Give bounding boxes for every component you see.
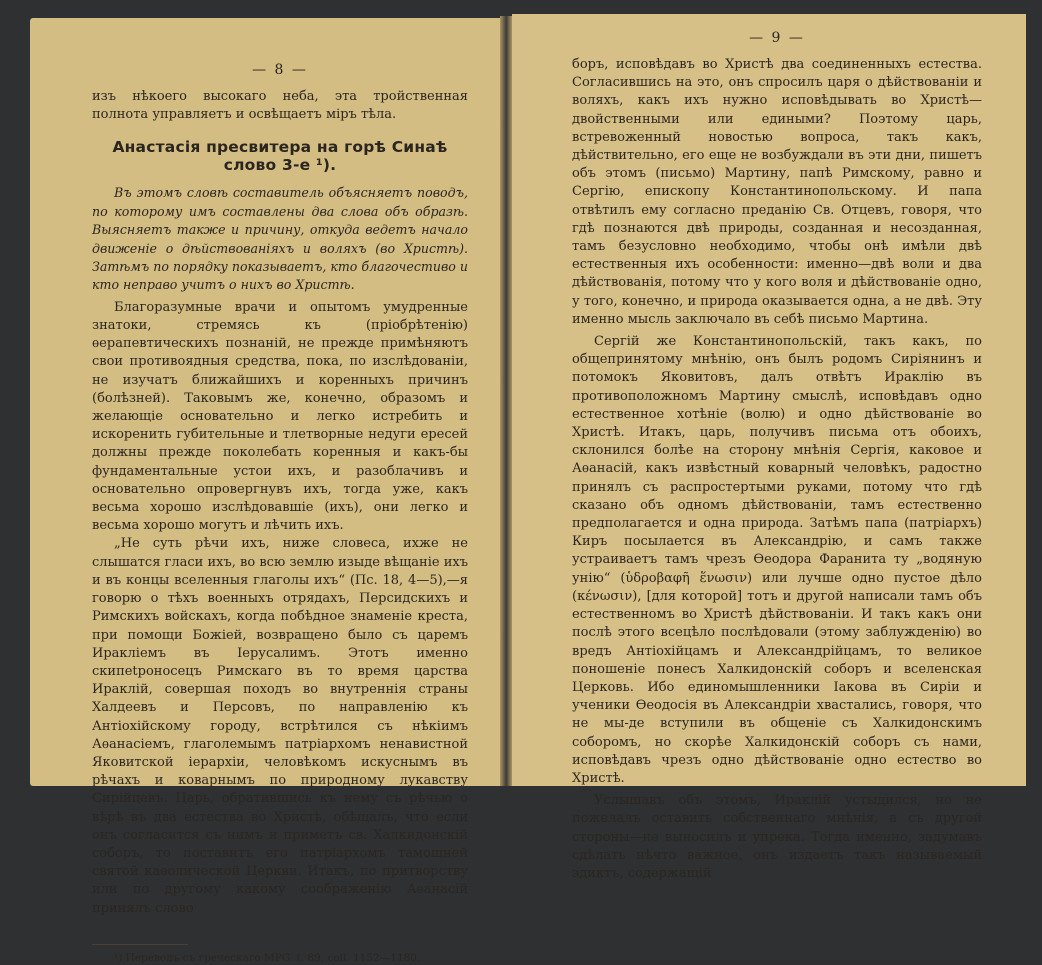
- footnote-rule: [92, 944, 188, 945]
- page-number: — 9 —: [749, 30, 805, 46]
- intro-paragraph: изъ нѣкоего высокаго неба, эта тройственная полнота управляетъ и освѣщаетъ міръ тѣла.: [92, 89, 468, 123]
- section-heading: Анастасія пресвитера на горѣ Синаѣ слово 3-е ¹).: [112, 138, 448, 175]
- page-number: — 8 —: [252, 62, 308, 78]
- left-page: [30, 18, 506, 964]
- footnote: ¹) Переводъ съ греческаго MPG. t. 89, coll. 1152—1180.: [114, 951, 421, 964]
- body-paragraph: Сергій же Константинопольскій, такъ какъ, по общепринятому мнѣнію, онъ былъ родомъ Сиріянинъ и потомокъ Яковитовъ, далъ отвѣтъ Ираклію въ противоположномъ Мартину смыслѣ, исповѣдавъ одно естественное хотѣніе (волю) и одно дѣйствованіе во Христѣ. Итакъ, царь, получивъ письма отъ обоихъ, склонился болѣе на сторону мнѣнія Сергія, каковое и Аѳанасій, какъ извѣстный коварный человѣкъ, радостно принялъ съ распростертыми руками, потому что гдѣ сказано объ одномъ дѣйствованіи, тамъ естественно предполагается и одна природа. Затѣмъ папа (патріархъ) Киръ посылается въ Александрію, и самъ также устраиваетъ тамъ чрезъ Ѳеодора Фаранита ту „водяную унію“ (ὑδροβαφῆ ἕνωσιν) или лучше одно пустое дѣло (κένωσιν), [для которой] тотъ и другой написали тамъ объ естественномъ во Христѣ дѣйствованіи. И такъ какъ они послѣ этого всецѣло послѣдовали (этому заблужденію) во вредъ Антіохійцамъ и Александрійцамъ, то великое поношеніе понесъ Халкидонскій соборъ и вселенская Церковь. Ибо единомышленники Іакова въ Сиріи и ученики Ѳеодосія въ Александріи хвастались, говоря, что не мы-де вступили въ общеніе съ Халкидонскимъ соборомъ, но скорѣе Халкидонскій соборъ съ нами, исповѣдавъ чрезъ одно дѣйствованіе одно естество во Христѣ.: [572, 334, 982, 786]
- section-abstract: Въ этомъ словѣ составитель объясняетъ поводъ, по которому имъ составлены два слова объ образѣ. Выясняетъ также и причину, откуда ведетъ начало движеніе о дѣйствованіяхъ и воляхъ (во Христѣ). Затѣмъ по порядку показываетъ, кто благочестиво и кто неправо учитъ о нихъ во Христѣ.: [92, 185, 468, 293]
- body-paragraph: „Не суть рѣчи ихъ, ниже словеса, ихже не слышатся гласи ихъ, во всю землю изыде вѣщаніе ихъ и въ концы вселенныя глаголы ихъ“ (Пс. 18, 4—5),—я говорю о тѣхъ военныхъ отрядахъ, Персидскихъ и Римскихъ войскахъ, когда побѣдное знаменіе креста, при помощи Божіей, возвращено было съ царемъ Иракліемъ въ Іерусалимъ. Этотъ именно скипetроносецъ Римскаго въ то время царства Ираклій, совершая походъ во внутреннія страны Халдеевъ и Персовъ, по направленію къ Антіохійскому городу, встрѣтился съ нѣкіимъ Аѳанасіемъ, глаголемымъ патріархомъ ненавистной Яковитской іерархіи, человѣкомъ искуснымъ въ рѣчахъ и коварнымъ по природному лукавству Сирійцевъ. Царь, обратившись къ нему съ рѣчью о вѣрѣ въ два естества во Христѣ, обѣщалъ, что если онъ согласится съ нимъ и приметъ св. Халкидонскій соборъ, то поставитъ его патріархомъ тамошней святой каѳолической Церкви. Итакъ, по притворству или по другому какому соображенію Аѳанасій принялъ слово: [92, 536, 468, 916]
- body-paragraph: боръ, исповѣдавъ во Христѣ два соединенныхъ естества. Согласившись на это, онъ спросилъ царя о дѣйствованіи и воляхъ, какъ ихъ нужно исповѣдывать во Христѣ—двойственными или едиными? Поэтому царь, встревоженный новостью вопроса, такъ какъ, дѣйствительно, его еще не возбуждали въ эти дни, пишетъ объ этомъ (письмо) Мартину, папѣ Римскому, равно и Сергію, епископу Константинопольскому. И папа отвѣтилъ ему согласно преданію Св. Отцевъ, говоря, что гдѣ познаются двѣ природы, созданная и несозданная, тамъ безусловно необходимо, чтобы онѣ имѣли двѣ естественныя ихъ особенности: именно—двѣ воли и два дѣйствованія, потому что у кого воля и дѣйствованіе одно, у того, конечно, и природа оказывается одна, а не двѣ. Эту именно мысль заключало въ себѣ письмо Мартина.: [572, 57, 982, 327]
- right-page: [512, 14, 1026, 881]
- body-paragraph: Услышавъ объ этомъ, Ираклій устыдился, но не пожелалъ оставить собственнаго мнѣнія, а съ другой стороны—не выносилъ и упрека. Тогда именно, задумавъ сдѣлать нѣчто важное, онъ издаетъ такъ называемый эдиктъ, содержащій: [572, 793, 982, 881]
- body-paragraph: Благоразумные врачи и опытомъ умудренные знатоки, стремясь къ (пріобрѣтенію) ѳерапевтическихъ познаній, не прежде примѣняютъ свои противоядныя средства, пока, по изслѣдованіи, не изучатъ ближайшихъ и коренныхъ причинъ (болѣзней). Таковымъ же, конечно, образомъ и желающіе основательно и легко истребить и искоренить губительные и тлетворные недуги ересей должны прежде поколебать коренныя и какъ-бы фундаментальные устои ихъ, и разоблачивъ и основательно опровергнувъ ихъ, тогда уже, какъ весьма хорошо изслѣдовавшіе (ихъ), они легко и весьма хорошо могутъ и лѣчить ихъ.: [92, 299, 468, 534]
